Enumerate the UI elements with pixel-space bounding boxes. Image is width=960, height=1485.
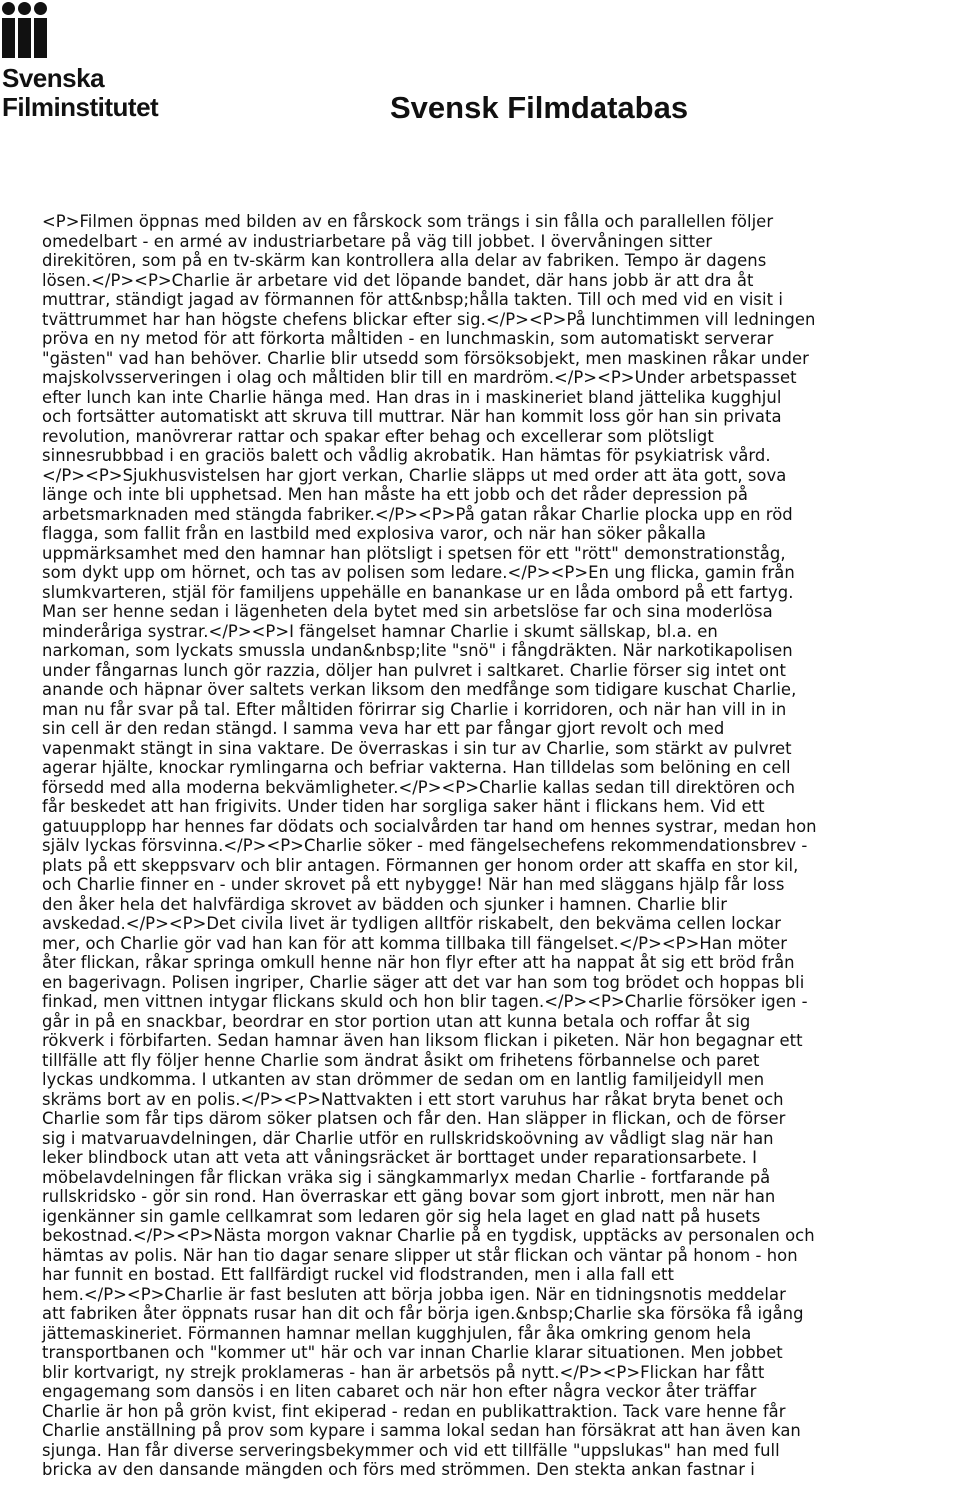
text-line: försedd med alla moderna bekvämligheter.</P><P>Charlie kallas sedan till direktören och bbox=[42, 777, 796, 797]
text-line: Charlie är hon på grön kvist, fint ekiperad - redan en publikattraktion. Tack vare henne får bbox=[42, 1401, 786, 1421]
text-line: att fabriken åter öppnats rusar han dit och får börja igen.&nbsp;Charlie ska försöka få igång bbox=[42, 1304, 804, 1323]
text-line: bekostnad.</P><P>Nästa morgon vaknar Charlie på en tygdisk, upptäcks av personalen och bbox=[42, 1226, 815, 1245]
text-line: och Charlie finner en - under skrovet på ett nybygge! När han med släggans hjälp får loss bbox=[42, 875, 785, 894]
text-line: jättemaskineriet. Förmannen hamnar mellan kugghjulen, får åka omkring genom hela bbox=[42, 1323, 752, 1343]
text-line: lösen.</P><P>Charlie är arbetare vid det löpande bandet, där hans jobb är att dra åt bbox=[42, 270, 754, 290]
text-line: Man ser henne sedan i lägenheten dela bytet med sin arbetslöse far och sina moderlösa bbox=[42, 602, 773, 621]
text-line: finkad, men vittnen intygar flickans skuld och hon blir tagen.</P><P>Charlie försöker igen - bbox=[42, 992, 808, 1011]
text-line: majskolvsserveringen i olag och måltiden blir till en mardröm.</P><P>Under arbetspasset bbox=[42, 368, 797, 387]
text-line: tillfälle att fly följer henne Charlie som ändrat åsikt om frihetens förbannelse och paret bbox=[42, 1050, 760, 1070]
text-line: leker blindbock utan att veta att våningsräcket är borttaget under reparationsarbete. I bbox=[42, 1148, 758, 1167]
logo-wordmark bbox=[2, 64, 158, 122]
text-line: går in på en snackbar, beordrar en stor portion utan att kunna betala och roffar åt sig bbox=[42, 1011, 751, 1031]
text-line: direkitören, som på en tv-skärm kan kontrollera alla delar av fabriken. Tempo är dagens bbox=[42, 251, 767, 270]
text-line: </P><P>Sjukhusvistelsen har gjort verkan, Charlie släpps ut med order att äta gott, sova bbox=[42, 465, 787, 485]
text-line: sin cell är den redan stängd. I samma veva har ett par fångar gjort revolt och med bbox=[42, 719, 725, 738]
text-line: möbelavdelningen får flickan vräka sig i sängkammarlyx medan Charlie - fortfarande på bbox=[42, 1167, 771, 1187]
text-line: under fångarnas lunch gör razzia, döljer han pulvret i saltkaret. Charlie förser sig intet ont bbox=[42, 660, 786, 680]
text-line: anande och häpnar över saltets verkan liksom den medfånge som tidigare kuschat Charlie, bbox=[42, 680, 797, 699]
text-line: hämtas av polis. När han tio dagar senare slipper ut står flickan och väntar på honom - hon bbox=[42, 1245, 798, 1265]
text-line: åter flickan, råkar springa omkull henne när hon flyr efter att ha nappat åt sig ett bröd från bbox=[42, 953, 795, 972]
text-line: länge och inte bli upphetsad. Men han måste ha ett jobb och det råder depression på bbox=[42, 485, 748, 504]
text-line: och fortsätter automatiskt att skruva till muttrar. När han kommit loss gör han sin privata bbox=[42, 407, 782, 426]
text-line: sjunga. Han får diverse serveringsbekymmer och vid ett tillfälle "uppslukas" han med full bbox=[42, 1440, 780, 1460]
text-line: har funnit en bostad. Ett fallfärdigt ruckel vid flodstranden, men i alla fall ett bbox=[42, 1265, 675, 1284]
text-line: sinnesrubbbad i en graciös balett och vådlig akrobatik. Han hämtas för psykiatrisk vård. bbox=[42, 446, 771, 465]
text-line: narkoman, som lyckats smussla undan&nbsp;lite "snö" i fångdräkten. När narkotikapolisen bbox=[42, 641, 793, 660]
text-line: flagga, som fallit från en lastbild med explosiva varor, och när han söker påkalla bbox=[42, 524, 707, 543]
text-line: gatuupplopp har hennes far dödats och socialvården tar hand om hennes systrar, medan hon bbox=[42, 816, 817, 836]
logo-line-1: Svenska bbox=[2, 63, 105, 93]
logo-mark-icon bbox=[2, 2, 48, 62]
text-line: omedelbart - en armé av industriarbetare på väg till jobbet. I övervåningen sitter bbox=[42, 231, 713, 251]
text-line: <P>Filmen öppnas med bilden av en fårskock som trängs i sin fålla och parallellen följer bbox=[42, 212, 774, 231]
text-line: revolution, manövrerar rattar och spakar efter behag och excellerar som plötsligt bbox=[42, 426, 714, 446]
text-line: pröva en ny metod för att förkorta måltiden - en lunchmaskin, som automatiskt serverar bbox=[42, 329, 774, 348]
text-line: hem.</P><P>Charlie är fast besluten att börja jobba igen. När en tidningsnotis meddelar bbox=[42, 1284, 786, 1304]
text-line: Charlie som får tips därom söker platsen och får den. Han släpper in flickan, och de förser bbox=[42, 1109, 786, 1128]
logo-line-2: Filminstitutet bbox=[2, 92, 159, 122]
text-line: tvättrummet har han högste chefens blickar efter sig.</P><P>På lunchtimmen vill ledningen bbox=[42, 309, 816, 329]
text-line: rullskridsko - gör sin rond. Han överraskar ett gäng bovar som gjort inbrott, men när han bbox=[42, 1187, 776, 1206]
text-line: bricka av den dansande mängden och förs med strömmen. Den stekta ankan fastnar i bbox=[42, 1460, 755, 1479]
text-line: "gästen" vad han behöver. Charlie blir utsedd som försöksobjekt, men maskinen råkar under bbox=[42, 348, 809, 368]
text-line: transportbanen och "kommer ut" här och var innan Charlie klarar situationen. Men jobbet bbox=[42, 1343, 783, 1362]
text-line: som dykt upp om hörnet, och tas av polisen som ledare.</P><P>En ung flicka, gamin från bbox=[42, 563, 795, 582]
text-line: en bagerivagn. Polisen ingriper, Charlie säger att det var han som tog brödet och hoppas bli bbox=[42, 972, 805, 992]
text-line: vapenmakt stängt in sina vaktare. De överraskas i sin tur av Charlie, som stärkt av pulvret bbox=[42, 738, 792, 758]
synopsis-text bbox=[42, 212, 960, 1480]
text-line: skräms bort av en polis.</P><P>Nattvakten i ett stort varuhus har råkat bryta benet och bbox=[42, 1089, 784, 1109]
text-line: sig i matvaruavdelningen, där Charlie utför en rullskridskoövning av vådligt slag när han bbox=[42, 1128, 774, 1148]
text-line: den åker hela det halvfärdiga skrovet av bädden och sjunker i hamnen. Charlie blir bbox=[42, 894, 728, 914]
text-line: muttrar, ständigt jagad av förmannen för att&nbsp;hålla takten. Till och med vid en visit i bbox=[42, 290, 783, 309]
text-line: uppmärksamhet med den hamnar han plötsligt i spetsen för ett "rött" demonstrationståg, bbox=[42, 543, 786, 563]
text-line: får beskedet att han frigivits. Under tiden har sorgliga saker hänt i flickans hem. Vid ett bbox=[42, 797, 765, 816]
text-line: själv lyckas försvinna.</P><P>Charlie söker - med fängelsechefens rekommendationsbrev - bbox=[42, 836, 808, 855]
text-line: mer, och Charlie gör vad han kan för att komma tillbaka till fängelset.</P><P>Han möter bbox=[42, 933, 788, 953]
text-line: igenkänner sin gamle cellkamrat som ledaren gör sig hela laget en glad natt på husets bbox=[42, 1206, 761, 1226]
text-line: blir kortvarigt, ny strejk proklameras - han är arbetsös på nytt.</P><P>Flickan har fått bbox=[42, 1362, 765, 1382]
text-line: plats på ett skeppsvarv och blir antagen. Förmannen ger honom order att skaffa en stor kil, bbox=[42, 855, 799, 875]
svenska-filminstitutet-logo bbox=[0, 0, 210, 130]
text-line: arbetsmarknaden med stängda fabriker.</P><P>På gatan råkar Charlie plocka upp en röd bbox=[42, 504, 793, 524]
text-line: man nu får svar på tal. Efter måltiden förirrar sig Charlie i korridoren, och när han vill in in bbox=[42, 699, 787, 719]
page-title: Svensk Filmdatabas bbox=[390, 90, 689, 125]
text-line: engagemang som dansös i en liten cabaret och när hon efter några veckor åter träffar bbox=[42, 1382, 757, 1401]
text-line: agerar hjälte, knockar rymlingarna och befriar vakterna. Han tilldelas som belöning en cell bbox=[42, 758, 791, 777]
text-line: avskedad.</P><P>Det civila livet är tydligen alltför riskabelt, den bekväma cellen lockar bbox=[42, 914, 782, 933]
text-line: rökverk i förbifarten. Sedan hamnar även han liksom flickan i piketen. När hon begagnar ett bbox=[42, 1031, 803, 1050]
text-line: Charlie anställning på prov som kypare i samma lokal sedan han försäkrat att han även kan bbox=[42, 1421, 801, 1440]
text-line: slumkvarteren, stjäl för familjens uppehälle en banankase ur en låda ombord på ett fartyg. bbox=[42, 582, 794, 602]
text-line: efter lunch kan inte Charlie hänga med. Han dras in i maskineriet bland jättelika kugghjul bbox=[42, 387, 782, 407]
text-line: lyckas undkomma. I utkanten av stan drömmer de sedan om en lantlig familjeidyll men bbox=[42, 1070, 765, 1089]
text-line: minderåriga systrar.</P><P>I fängelset hamnar Charlie i skumt sällskap, bl.a. en bbox=[42, 621, 718, 641]
